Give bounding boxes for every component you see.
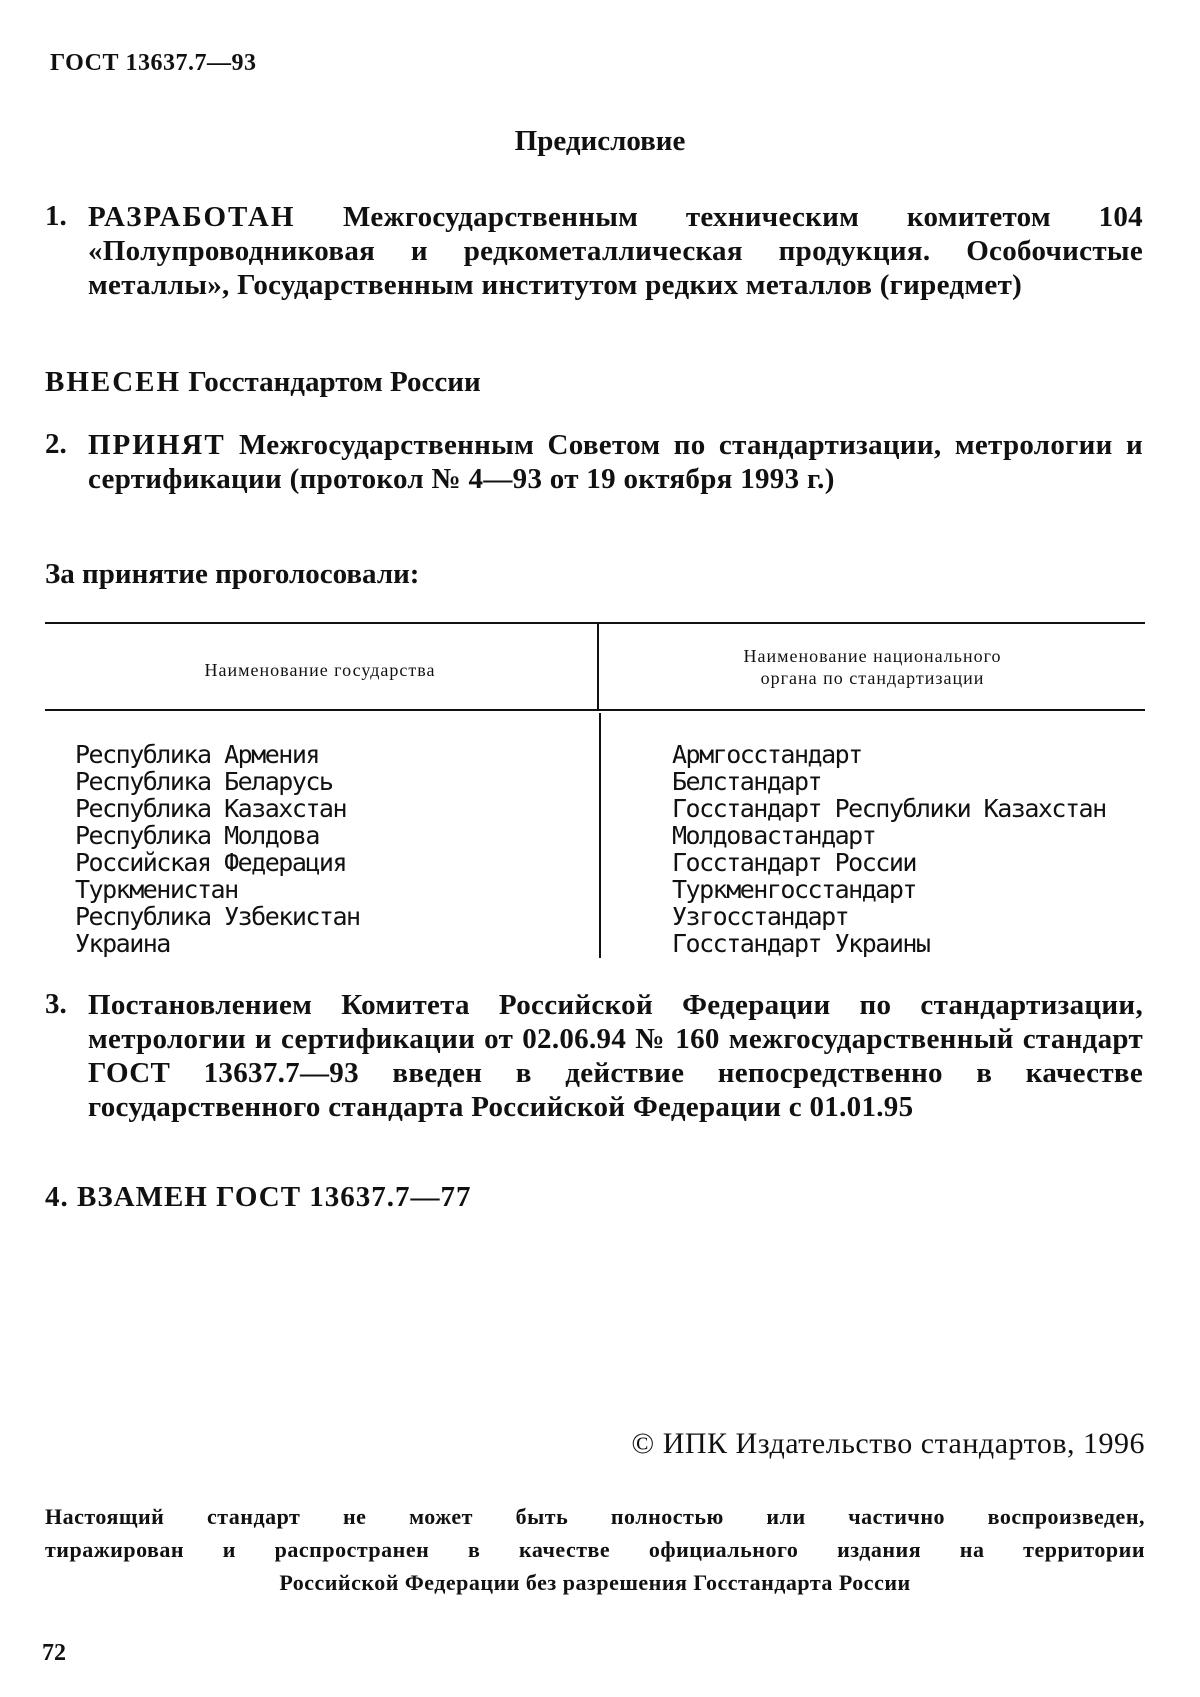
body-column <box>672 741 1106 957</box>
copyright <box>631 1427 1145 1461</box>
copyright-text: ИПК Издательство стандартов, 1996 <box>662 1427 1145 1460</box>
table-header-body-line2: органа по стандартизации <box>760 668 985 688</box>
notice-line-2: тиражирован и распространен в качестве официального издания на территории <box>45 1537 1145 1562</box>
notice-line-3: Российской Федерации без разрешения Госстандарта России <box>279 1570 911 1595</box>
table-body-divider <box>599 713 601 958</box>
item-2-number: 2. <box>45 428 67 460</box>
table-cell-body: Узгосстандарт <box>672 902 849 931</box>
table-cell-state: Республика Армения <box>75 740 319 769</box>
voted-label: За принятие проголосовали: <box>45 558 420 590</box>
table-header-rule <box>45 709 1145 711</box>
table-cell-body: Белстандарт <box>672 767 822 796</box>
document-code: ГОСТ 13637.7—93 <box>50 50 257 76</box>
page-number: 72 <box>42 1640 66 1666</box>
copyright-icon: © <box>631 1427 655 1460</box>
table-cell-state: Республика Узбекистан <box>75 902 360 931</box>
item-1-text: Межгосударственным техническим комитетом 104 «Полупроводниковая и редкометаллическая продукция. Особочистые металлы», Государственным институтом редких металлов (гиредмет) <box>88 201 1143 301</box>
table-cell-state: Республика Беларусь <box>75 767 333 796</box>
item-2-keyword: ПРИНЯТ <box>88 429 226 461</box>
table-header-body-line1: Наименование национального <box>743 646 1002 666</box>
reproduction-notice <box>45 1500 1145 1599</box>
item-2-paragraph <box>88 428 1143 496</box>
table-cell-body: Молдовастандарт <box>672 821 876 850</box>
table-header-body <box>600 645 1145 689</box>
item-1-keyword: РАЗРАБОТАН <box>88 201 296 233</box>
table-cell-body: Госстандарт Республики Казахстан <box>672 794 1106 823</box>
item-1-paragraph <box>88 200 1143 302</box>
introduced-by <box>45 366 481 399</box>
table-cell-state: Российская Федерация <box>75 848 347 877</box>
table-cell-body: Туркменгосстандарт <box>672 875 916 904</box>
state-column <box>75 741 360 957</box>
introduced-keyword: ВНЕСЕН <box>45 366 182 398</box>
table-top-rule <box>45 622 1145 624</box>
table-cell-state: Туркменистан <box>75 875 238 904</box>
table-cell-state: Украина <box>75 929 170 958</box>
item-4-text: ВЗАМЕН ГОСТ 13637.7—77 <box>77 1181 472 1213</box>
table-cell-body: Госстандарт России <box>672 848 916 877</box>
item-4 <box>45 1181 472 1214</box>
table-cell-state: Республика Казахстан <box>75 794 347 823</box>
table-cell-state: Республика Молдова <box>75 821 319 850</box>
item-3-number: 3. <box>45 988 67 1020</box>
item-4-number: 4. <box>45 1181 69 1213</box>
table-header-divider <box>597 624 599 709</box>
table-cell-body: Госстандарт Украины <box>672 929 930 958</box>
table-cell-body: Армгосстандарт <box>672 740 862 769</box>
table-header-state: Наименование государства <box>204 660 436 680</box>
item-1-number: 1. <box>45 200 67 232</box>
page-title: Предисловие <box>514 125 686 157</box>
introduced-text: Госстандартом России <box>188 366 481 398</box>
notice-line-1: Настоящий стандарт не может быть полностью или частично воспроизведен, <box>45 1504 1145 1529</box>
item-2-text: Межгосударственным Советом по стандартизации, метрологии и сертификации (протокол № 4—93 от 19 октября 1993 г.) <box>88 429 1143 495</box>
item-3-paragraph: Постановлением Комитета Российской Федерации по стандартизации, метрологии и сертификации от 02.06.94 № 160 межгосударственный стандарт ГОСТ 13637.7—93 введен в действие непосредственно в качестве государственного стандарта Российской Федерации с 01.01.95 <box>88 989 1143 1123</box>
